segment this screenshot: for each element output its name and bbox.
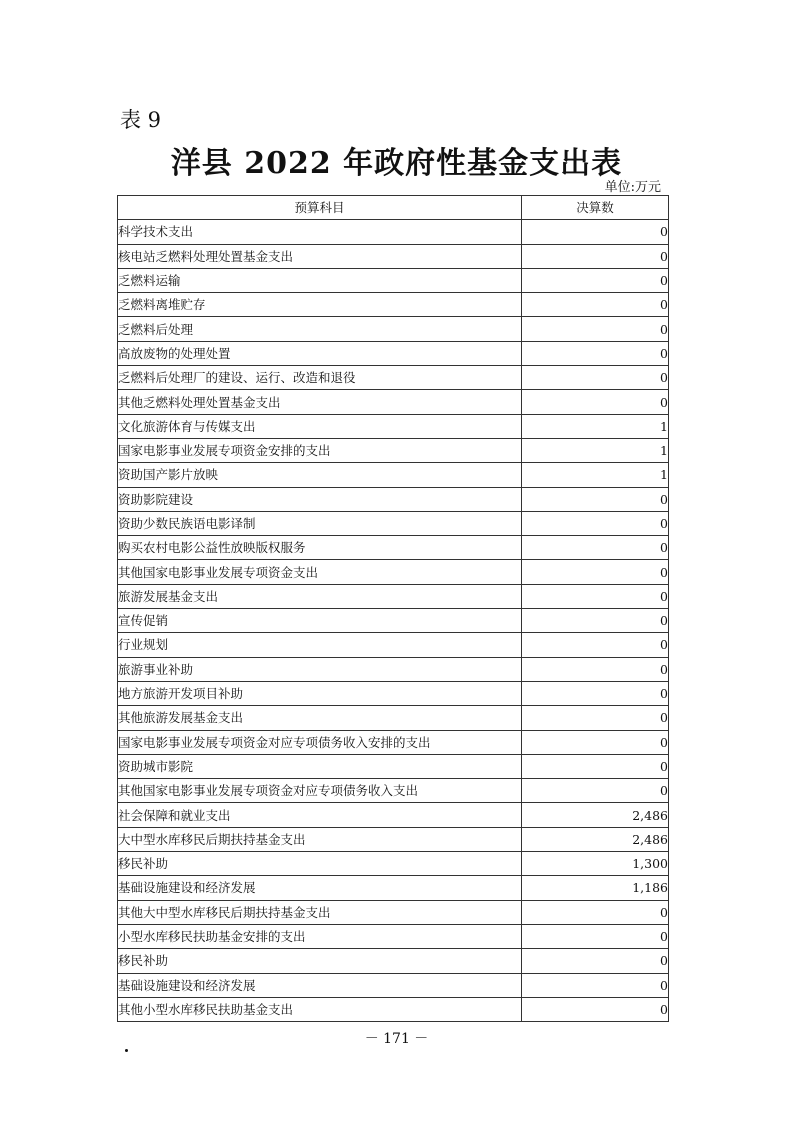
row-subject: 国家电影事业发展专项资金对应专项债务收入安排的支出 (118, 730, 522, 754)
row-subject: 小型水库移民扶助基金安排的支出 (118, 924, 522, 948)
row-subject: 其他大中型水库移民后期扶持基金支出 (118, 900, 522, 924)
row-amount: 0 (522, 657, 669, 681)
table-number-label: 表 9 (120, 108, 162, 132)
row-amount: 2,486 (522, 803, 669, 827)
table-row (118, 900, 669, 924)
row-subject: 乏燃料离堆贮存 (118, 293, 522, 317)
table-row (118, 511, 669, 535)
row-subject: 资助国产影片放映 (118, 463, 522, 487)
table-row (118, 487, 669, 511)
row-subject: 核电站乏燃料处理处置基金支出 (118, 244, 522, 268)
table-row (118, 341, 669, 365)
row-amount: 0 (522, 997, 669, 1021)
row-amount: 0 (522, 268, 669, 292)
row-subject: 旅游发展基金支出 (118, 584, 522, 608)
row-amount: 0 (522, 220, 669, 244)
table-row (118, 852, 669, 876)
table-row (118, 779, 669, 803)
row-amount: 1,300 (522, 852, 669, 876)
table-row (118, 706, 669, 730)
row-amount: 0 (522, 973, 669, 997)
page-title: 洋县 2022 年政府性基金支出表 (170, 146, 623, 181)
row-amount: 0 (522, 754, 669, 778)
row-subject: 文化旅游体育与传媒支出 (118, 414, 522, 438)
row-amount: 0 (522, 633, 669, 657)
row-amount: 1,186 (522, 876, 669, 900)
table-row (118, 536, 669, 560)
row-subject: 地方旅游开发项目补助 (118, 681, 522, 705)
table-row (118, 584, 669, 608)
table-row (118, 244, 669, 268)
row-subject: 社会保障和就业支出 (118, 803, 522, 827)
budget-table (117, 195, 669, 1022)
table-row (118, 997, 669, 1021)
table-row (118, 414, 669, 438)
row-amount: 0 (522, 317, 669, 341)
table-row (118, 973, 669, 997)
row-subject: 行业规划 (118, 633, 522, 657)
row-amount: 0 (522, 609, 669, 633)
row-subject: 移民补助 (118, 949, 522, 973)
table-row (118, 754, 669, 778)
table-row (118, 609, 669, 633)
row-subject: 旅游事业补助 (118, 657, 522, 681)
row-amount: 2,486 (522, 827, 669, 851)
row-amount: 1 (522, 414, 669, 438)
row-amount: 0 (522, 487, 669, 511)
table-row (118, 730, 669, 754)
row-subject: 资助城市影院 (118, 754, 522, 778)
row-amount: 0 (522, 390, 669, 414)
header-amount: 决算数 (522, 196, 669, 220)
row-amount: 0 (522, 560, 669, 584)
table-body (118, 220, 669, 1022)
row-subject: 科学技术支出 (118, 220, 522, 244)
table-row (118, 924, 669, 948)
row-amount: 0 (522, 293, 669, 317)
row-amount: 0 (522, 584, 669, 608)
page-number: － 171 － (364, 1031, 429, 1047)
row-amount: 0 (522, 366, 669, 390)
row-subject: 宣传促销 (118, 609, 522, 633)
table-row (118, 438, 669, 462)
row-subject: 大中型水库移民后期扶持基金支出 (118, 827, 522, 851)
table-row (118, 463, 669, 487)
row-subject: 高放废物的处理处置 (118, 341, 522, 365)
row-subject: 乏燃料后处理厂的建设、运行、改造和退役 (118, 366, 522, 390)
table-row (118, 390, 669, 414)
corner-dot (125, 1049, 128, 1052)
table-row (118, 317, 669, 341)
row-subject: 购买农村电影公益性放映版权服务 (118, 536, 522, 560)
table-row (118, 293, 669, 317)
row-amount: 1 (522, 438, 669, 462)
row-subject: 其他国家电影事业发展专项资金对应专项债务收入支出 (118, 779, 522, 803)
row-amount: 0 (522, 779, 669, 803)
unit-label: 单位:万元 (604, 180, 661, 195)
row-subject: 资助少数民族语电影译制 (118, 511, 522, 535)
table-row (118, 560, 669, 584)
table-row (118, 366, 669, 390)
table-row (118, 681, 669, 705)
row-subject: 移民补助 (118, 852, 522, 876)
row-subject: 其他国家电影事业发展专项资金支出 (118, 560, 522, 584)
row-amount: 0 (522, 244, 669, 268)
table-row (118, 876, 669, 900)
row-subject: 基础设施建设和经济发展 (118, 876, 522, 900)
row-subject: 基础设施建设和经济发展 (118, 973, 522, 997)
row-amount: 0 (522, 681, 669, 705)
row-amount: 1 (522, 463, 669, 487)
row-subject: 其他乏燃料处理处置基金支出 (118, 390, 522, 414)
row-subject: 资助影院建设 (118, 487, 522, 511)
table-row (118, 949, 669, 973)
row-amount: 0 (522, 949, 669, 973)
header-subject: 预算科目 (118, 196, 522, 220)
row-amount: 0 (522, 536, 669, 560)
row-subject: 国家电影事业发展专项资金安排的支出 (118, 438, 522, 462)
table-row (118, 220, 669, 244)
row-amount: 0 (522, 730, 669, 754)
row-subject: 乏燃料运输 (118, 268, 522, 292)
row-subject: 其他旅游发展基金支出 (118, 706, 522, 730)
table-row (118, 268, 669, 292)
row-subject: 其他小型水库移民扶助基金支出 (118, 997, 522, 1021)
row-amount: 0 (522, 924, 669, 948)
table-row (118, 827, 669, 851)
row-amount: 0 (522, 900, 669, 924)
table-row (118, 803, 669, 827)
table-header-row (118, 196, 669, 220)
row-amount: 0 (522, 341, 669, 365)
table-row (118, 633, 669, 657)
row-subject: 乏燃料后处理 (118, 317, 522, 341)
row-amount: 0 (522, 706, 669, 730)
row-amount: 0 (522, 511, 669, 535)
table-row (118, 657, 669, 681)
